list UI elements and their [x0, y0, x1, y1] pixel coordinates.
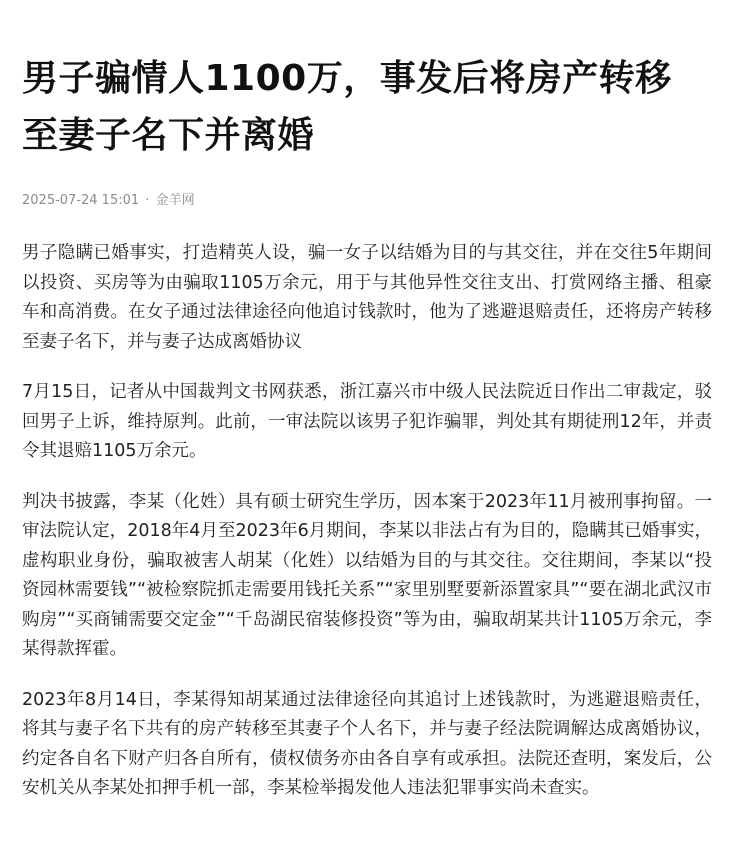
article-meta — [22, 191, 712, 211]
publish-datetime: 2025-07-24 15:01 — [22, 193, 140, 208]
source-name: 金羊网 — [155, 193, 195, 208]
paragraph: 7月15日，记者从中国裁判文书网获悉，浙江嘉兴市中级人民法院近日作出二审裁定，驳回男子上诉，维持原判。此前，一审法院以该男子犯诈骗罪，判处其有期徒刑12年，并责令其退赔1105万余元。 — [22, 382, 712, 461]
article-body — [22, 239, 712, 804]
meta-separator: · — [145, 193, 150, 208]
paragraph: 男子隐瞒已婚事实，打造精英人设，骗一女子以结婚为目的与其交往，并在交往5年期间以投资、买房等为由骗取1105万余元，用于与其他异性交往支出、打赏网络主播、租豪车和高消费。在女子通过法律途径向他追讨钱款时，他为了逃避退赔责任，还将房产转移至妻子名下，并与妻子达成离婚协议 — [22, 243, 712, 352]
paragraph: 判决书披露，李某（化姓）具有硕士研究生学历，因本案于2023年11月被刑事拘留。一审法院认定，2018年4月至2023年6月期间，李某以非法占有为目的，隐瞒其已婚事实，虚构职业身份，骗取被害人胡某（化姓）以结婚为目的与其交往。交往期间，李某以“投资园林需要钱”“被检察院抓走需要用钱托关系”“家里别墅要新添置家具”“要在湖北武汉市购房”“买商铺需要交定金”“千岛湖民宿装修投资”等为由，骗取胡某共计1105万余元，李某得款挥霍。 — [22, 491, 712, 659]
paragraph: 2023年8月14日，李某得知胡某通过法律途径向其追讨上述钱款时，为逃避退赔责任，将其与妻子名下共有的房产转移至其妻子个人名下，并与妻子经法院调解达成离婚协议，约定各自名下财产归各自所有，债权债务亦由各自享有或承担。法院还查明，案发后，公安机关从李某处扣押手机一部，李某检举揭发他人违法犯罪事实尚未查实。 — [22, 689, 712, 798]
article-title: 男子骗情人1100万，事发后将房产转移至妻子名下并离婚 — [22, 58, 672, 156]
